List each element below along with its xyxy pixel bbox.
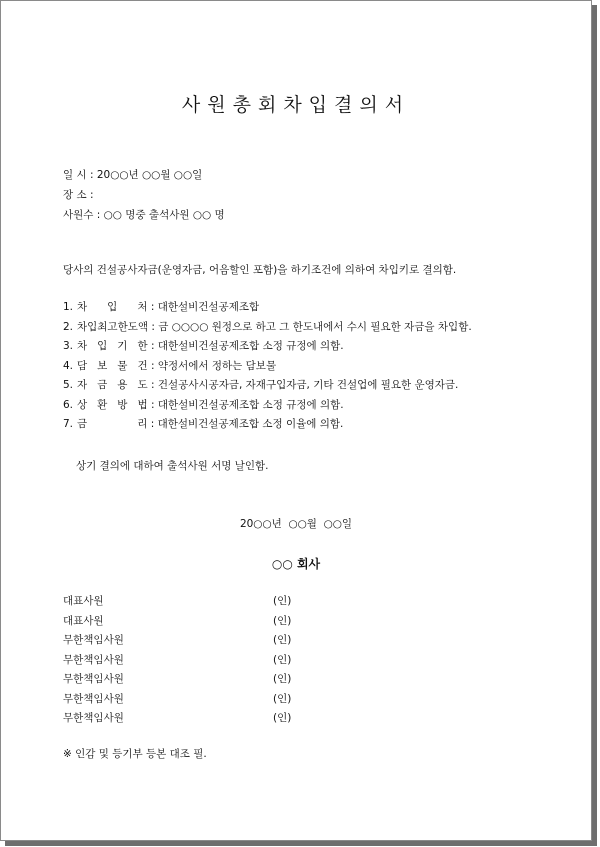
item-number: 7. xyxy=(63,418,74,430)
item-label: 금 리 xyxy=(77,418,148,430)
resolution-intro: 당사의 건설공사자금(운영자금, 어음할인 포함)을 하기조건에 의하여 차입키로 결의함. xyxy=(63,264,457,276)
item-label: 차입최고한도액 xyxy=(77,320,149,333)
condition-item xyxy=(63,339,472,359)
signer-role: 무한책임사원 xyxy=(63,692,124,705)
signer-list xyxy=(63,594,363,731)
condition-item xyxy=(63,417,472,437)
item-value: : 대한설비건설공제조합 xyxy=(147,301,260,313)
signer-role: 무한책임사원 xyxy=(63,634,124,646)
signer-row xyxy=(63,653,363,673)
condition-item xyxy=(63,320,472,340)
item-label: 차 입 기 한 xyxy=(77,340,148,352)
resolution-date: 20○○년 ○○월 ○○일 xyxy=(239,518,353,530)
signer-row xyxy=(63,672,363,692)
item-label: 차 입 처 xyxy=(77,301,148,313)
signer-role: 무한책임사원 xyxy=(63,712,124,724)
meta-members: 사원수 : ○○ 명중 출석사원 ○○ 명 xyxy=(63,209,225,221)
signer-role: 대표사원 xyxy=(63,614,104,627)
item-value: : 금 ○○○○ 원정으로 하고 그 한도내에서 수시 필요한 자금을 차입함. xyxy=(148,320,472,333)
seal-mark: (인) xyxy=(273,653,292,666)
signer-role: 대표사원 xyxy=(63,595,104,607)
item-number: 6. xyxy=(63,398,74,411)
condition-item xyxy=(63,359,472,379)
signer-role: 무한책임사원 xyxy=(63,673,124,685)
item-label: 자 금 용 도 xyxy=(77,379,148,391)
item-label: 상 환 방 법 xyxy=(77,398,148,411)
signer-row xyxy=(63,594,363,614)
item-value: : 약정서에서 정하는 담보물 xyxy=(147,359,277,372)
item-label: 담 보 물 건 xyxy=(77,359,148,372)
item-value: : 건설공사시공자금, 자재구입자금, 기타 건설업에 필요한 운영자금. xyxy=(147,379,459,391)
signer-role: 무한책임사원 xyxy=(63,653,124,666)
seal-mark: (인) xyxy=(273,673,292,685)
item-number: 1. xyxy=(63,301,74,313)
item-value: : 대한설비건설공제조합 소정 이율에 의함. xyxy=(147,418,344,430)
meta-date: 일 시 : 20○○년 ○○월 ○○일 xyxy=(63,169,203,181)
condition-item xyxy=(63,300,472,320)
item-number: 2. xyxy=(63,320,74,333)
signer-row xyxy=(63,692,363,712)
seal-mark: (인) xyxy=(273,692,292,705)
signer-row xyxy=(63,633,363,653)
meta-place: 장 소 : xyxy=(63,189,94,201)
closing-statement: 상기 결의에 대하여 출석사원 서명 날인함. xyxy=(76,460,269,472)
item-number: 3. xyxy=(63,340,74,352)
item-number: 5. xyxy=(63,379,74,391)
page-shadow-bottom xyxy=(5,841,597,846)
seal-mark: (인) xyxy=(273,712,292,724)
condition-list xyxy=(63,300,472,437)
item-value: : 대한설비건설공제조합 소정 규정에 의함. xyxy=(147,340,344,352)
seal-mark: (인) xyxy=(273,634,292,646)
signer-row xyxy=(63,711,363,731)
signer-row xyxy=(63,614,363,634)
condition-item xyxy=(63,378,472,398)
seal-mark: (인) xyxy=(273,595,292,607)
page-shadow-right xyxy=(592,5,597,846)
condition-item xyxy=(63,398,472,418)
footnote: ※ 인감 및 등기부 등본 대조 필. xyxy=(63,748,207,760)
item-number: 4. xyxy=(63,359,74,372)
document-title: 사원총회차입결의서 xyxy=(181,94,411,116)
company-name: ○○ 회사 xyxy=(271,557,321,571)
item-value: : 대한설비건설공제조합 소정 규정에 의함. xyxy=(147,398,344,411)
seal-mark: (인) xyxy=(273,614,292,627)
